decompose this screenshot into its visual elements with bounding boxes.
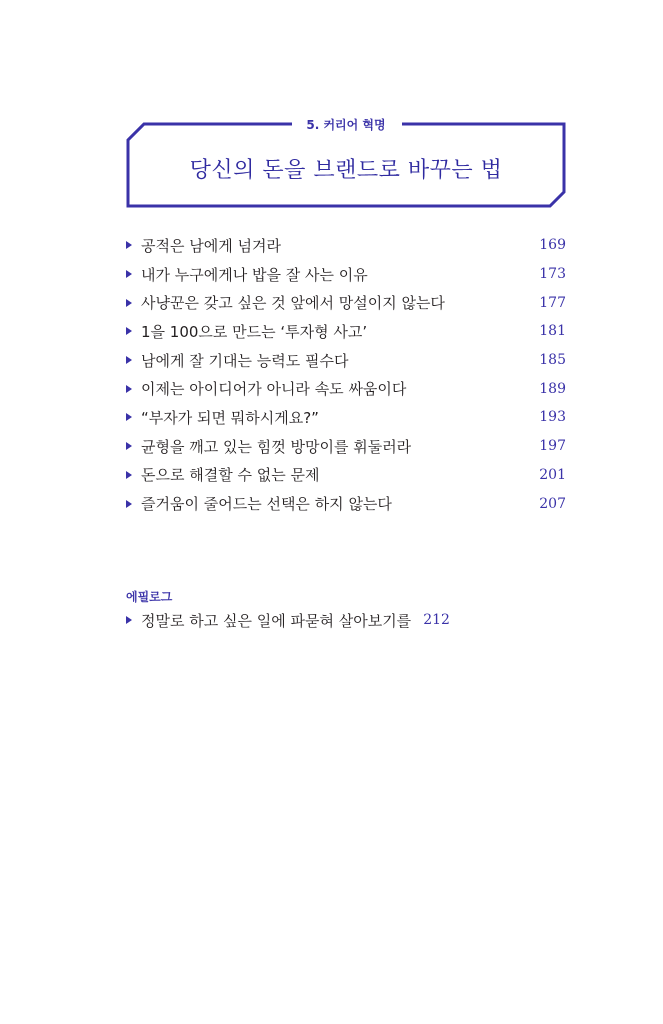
toc-entry[interactable]	[126, 231, 566, 260]
toc-entry-page: 185	[539, 352, 566, 369]
toc-entry-page: 189	[539, 380, 566, 397]
toc-entry[interactable]	[126, 374, 566, 403]
toc-entry[interactable]	[126, 461, 566, 490]
toc-entry[interactable]	[126, 432, 566, 461]
triangle-right-icon	[126, 471, 132, 479]
chapter-label: 5. 커리어 혁명	[306, 118, 386, 132]
toc-entry-title: “부자가 되면 뭐하시게요?”	[141, 408, 319, 427]
toc-entry[interactable]	[126, 346, 566, 375]
toc-entry-page: 207	[539, 495, 566, 512]
toc-entry[interactable]	[126, 317, 566, 346]
toc-entry-page: 181	[539, 323, 566, 340]
toc-entry-title: 1을 100으로 만드는 ‘투자형 사고’	[141, 322, 368, 341]
triangle-right-icon	[126, 356, 132, 364]
epilogue-title: 정말로 하고 싶은 일에 파묻혀 살아보기를	[141, 611, 412, 630]
chapter-header	[126, 116, 566, 210]
triangle-right-icon	[126, 299, 132, 307]
chapter-title: 당신의 돈을 브랜드로 바꾸는 법	[189, 158, 503, 183]
triangle-right-icon	[126, 413, 132, 421]
toc-entry-page: 201	[539, 466, 566, 483]
toc-entry[interactable]	[126, 489, 566, 518]
toc-entry-title: 돈으로 해결할 수 없는 문제	[141, 466, 320, 485]
toc-entry[interactable]	[126, 260, 566, 289]
epilogue-page: 212	[423, 612, 450, 628]
toc-list	[126, 231, 566, 518]
toc-entry-title: 내가 누구에게나 밥을 잘 사는 이유	[141, 265, 368, 284]
toc-entry-page: 193	[539, 409, 566, 426]
triangle-right-icon	[126, 270, 132, 278]
toc-entry-title: 남에게 잘 기대는 능력도 필수다	[141, 351, 349, 370]
toc-entry-title: 즐거움이 줄어드는 선택은 하지 않는다	[141, 495, 392, 514]
toc-entry[interactable]	[126, 403, 566, 432]
toc-entry-page: 169	[539, 237, 566, 254]
epilogue-heading: 에필로그	[126, 590, 173, 604]
toc-entry-page: 197	[539, 438, 566, 455]
epilogue-entry[interactable]	[126, 606, 450, 634]
toc-entry-page: 177	[539, 294, 566, 311]
triangle-right-icon	[126, 327, 132, 335]
toc-entry-title: 공적은 남에게 넘겨라	[141, 236, 281, 255]
triangle-right-icon	[126, 385, 132, 393]
toc-entry-title: 균형을 깨고 있는 힘껏 방망이를 휘둘러라	[141, 437, 412, 456]
toc-entry[interactable]	[126, 288, 566, 317]
toc-entry-title: 이제는 아이디어가 아니라 속도 싸움이다	[141, 380, 407, 399]
toc-entry-title: 사냥꾼은 갖고 싶은 것 앞에서 망설이지 않는다	[141, 294, 445, 313]
toc-entry-page: 173	[539, 266, 566, 283]
triangle-right-icon	[126, 442, 132, 450]
triangle-right-icon	[126, 500, 132, 508]
triangle-right-icon	[126, 616, 132, 624]
triangle-right-icon	[126, 241, 132, 249]
